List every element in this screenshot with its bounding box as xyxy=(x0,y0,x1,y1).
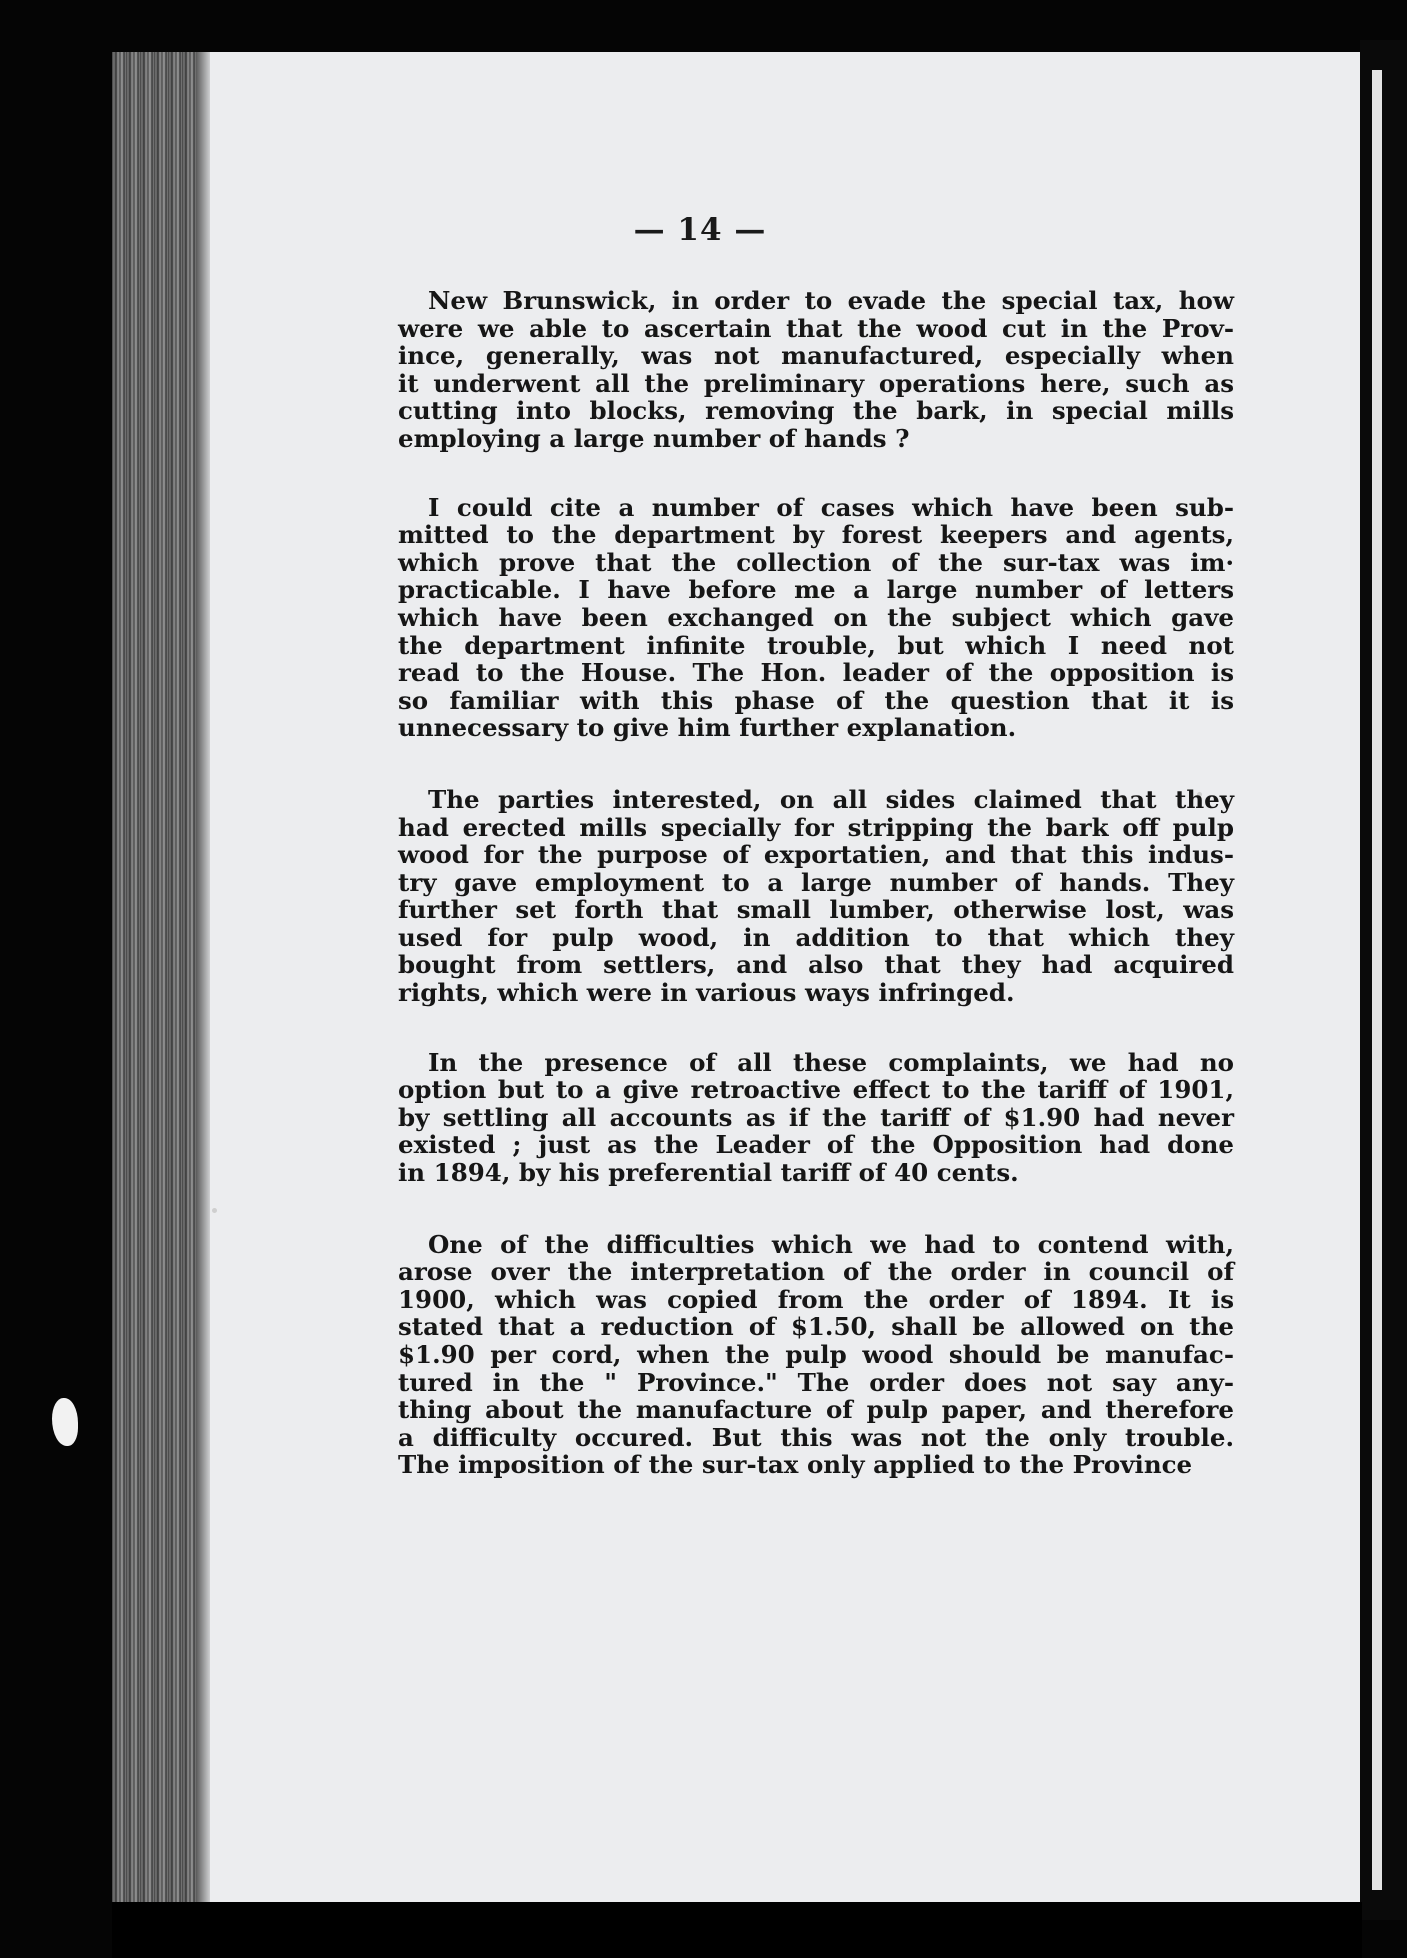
text-line: read to the House. The Hon. leader of the opposition is xyxy=(398,658,1234,688)
text-line: a difficulty occured. But this was not the only trouble. xyxy=(398,1422,1234,1452)
text-line: by settling all accounts as if the tariff of $1.90 had never xyxy=(398,1102,1234,1132)
paragraph xyxy=(398,786,1234,1007)
text-line: option but to a give retroactive effect to the tariff of 1901, xyxy=(398,1075,1234,1105)
text-line: the department infinite trouble, but which I need not xyxy=(398,630,1234,660)
text-line: bought from settlers, and also that they had acquired xyxy=(398,950,1234,980)
right-page-edge xyxy=(1360,40,1407,1920)
paragraph xyxy=(398,1231,1234,1479)
text-line: were we able to ascertain that the wood cut in the Prov- xyxy=(398,313,1234,343)
paragraph xyxy=(398,287,1234,453)
bottom-shadow xyxy=(112,1902,1362,1958)
scan-artifact-dot xyxy=(212,1208,217,1213)
text-line: try gave employment to a large number of hands. They xyxy=(398,867,1234,897)
text-line: The parties interested, on all sides claimed that they xyxy=(428,784,1234,814)
scan-artifact-mark xyxy=(52,1398,78,1446)
text-line: in 1894, by his preferential tariff of 40 cents. xyxy=(398,1158,1019,1188)
page-number: — 14 — xyxy=(633,212,767,248)
text-line: used for pulp wood, in addition to that which they xyxy=(398,922,1234,952)
text-line: 1900, which was copied from the order of 1894. It is xyxy=(398,1284,1234,1314)
text-line: it underwent all the preliminary operations here, such as xyxy=(398,368,1234,398)
text-line: The imposition of the sur-tax only applied to the Province xyxy=(398,1450,1193,1480)
page-body xyxy=(398,287,1234,1479)
text-line: further set forth that small lumber, otherwise lost, was xyxy=(398,895,1234,925)
text-line: unnecessary to give him further explanation. xyxy=(398,713,1017,743)
text-line: stated that a reduction of $1.50, shall be allowed on the xyxy=(398,1312,1234,1342)
text-line: tured in the " Province." The order does not say any- xyxy=(398,1367,1234,1397)
binding-edge xyxy=(196,52,210,1902)
paragraph xyxy=(398,494,1234,742)
text-line: which prove that the collection of the sur-tax was im· xyxy=(398,547,1234,577)
text-line: rights, which were in various ways infringed. xyxy=(398,978,1015,1008)
text-line: In the presence of all these complaints, we had no xyxy=(428,1047,1234,1077)
text-line: One of the difficulties which we had to contend with, xyxy=(428,1229,1234,1259)
text-line: employing a large number of hands ? xyxy=(398,423,910,453)
text-line: which have been exchanged on the subject which gave xyxy=(398,602,1234,632)
text-line: arose over the interpretation of the order in council of xyxy=(398,1257,1234,1287)
text-line: $1.90 per cord, when the pulp wood should be manufac- xyxy=(398,1340,1234,1369)
text-line: cutting into blocks, removing the bark, in special mills xyxy=(398,396,1234,426)
text-line: ince, generally, was not manufactured, especially when xyxy=(398,341,1234,371)
text-line: practicable. I have before me a large number of letters xyxy=(398,575,1234,605)
text-line: mitted to the department by forest keepers and agents, xyxy=(398,520,1234,550)
text-line: wood for the purpose of exportatien, and that this indus- xyxy=(398,840,1234,870)
page-binding xyxy=(112,52,204,1902)
text-line: thing about the manufacture of pulp paper, and therefore xyxy=(398,1395,1234,1425)
text-line: so familiar with this phase of the question that it is xyxy=(398,685,1234,715)
text-line: existed ; just as the Leader of the Opposition had done xyxy=(398,1130,1234,1160)
text-line: had erected mills specially for stripping the bark off pulp xyxy=(398,812,1234,842)
next-page-sliver xyxy=(1372,70,1382,1890)
text-line: I could cite a number of cases which have been sub- xyxy=(428,492,1234,522)
paragraph xyxy=(398,1049,1234,1187)
text-line: New Brunswick, in order to evade the special tax, how xyxy=(428,286,1234,315)
